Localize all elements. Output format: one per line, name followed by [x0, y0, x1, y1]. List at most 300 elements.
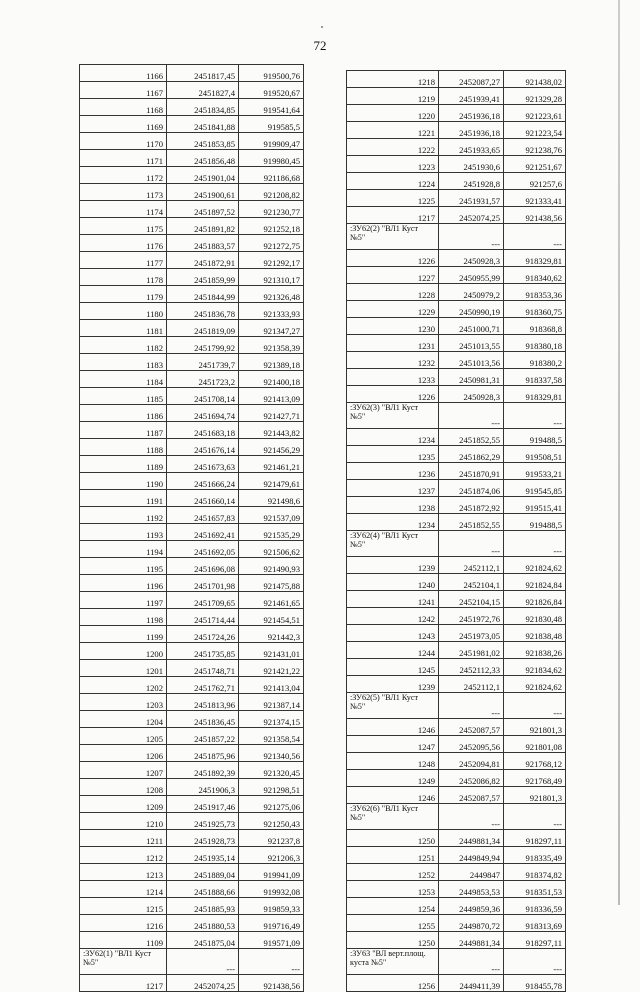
- table-row: [80, 65, 304, 82]
- y-coordinate-cell: 919571,09: [239, 932, 304, 949]
- point-number-cell: 1237: [347, 480, 439, 497]
- table-row: [80, 813, 304, 830]
- x-coordinate-cell: 2451936,18: [439, 122, 504, 139]
- table-row: [80, 626, 304, 643]
- x-coordinate-cell: 2451875,04: [167, 932, 239, 949]
- point-number-cell: 1197: [80, 592, 167, 609]
- y-coordinate-cell: 921479,61: [239, 473, 304, 490]
- point-number-cell: 1240: [347, 574, 439, 591]
- y-coordinate-cell: 921834,62: [504, 659, 566, 676]
- table-row: [80, 286, 304, 303]
- y-coordinate-cell: 921427,71: [239, 405, 304, 422]
- y-coordinate-cell: 921310,17: [239, 269, 304, 286]
- y-coordinate-cell: 919932,08: [239, 881, 304, 898]
- x-coordinate-cell: 2451834,85: [167, 99, 239, 116]
- point-number-cell: 1186: [80, 405, 167, 422]
- x-coordinate-cell: 2451930,6: [439, 156, 504, 173]
- x-coordinate-cell: 2451936,18: [439, 105, 504, 122]
- y-coordinate-cell: 921824,62: [504, 676, 566, 693]
- x-coordinate-cell: 2452104,1: [439, 574, 504, 591]
- y-coordinate-cell: 921824,84: [504, 574, 566, 591]
- x-coordinate-cell: 2450990,19: [439, 301, 504, 318]
- x-coordinate-cell: 2451748,71: [167, 660, 239, 677]
- x-coordinate-cell: 2452094,81: [439, 753, 504, 770]
- y-coordinate-cell: 921824,62: [504, 557, 566, 574]
- table-row: [80, 847, 304, 864]
- x-coordinate-cell: 2451739,7: [167, 354, 239, 371]
- y-cell: ---: [504, 804, 566, 830]
- table-row: [80, 575, 304, 592]
- table-row: [80, 388, 304, 405]
- point-number-cell: 1168: [80, 99, 167, 116]
- table-row: [347, 574, 566, 591]
- y-coordinate-cell: 921275,06: [239, 796, 304, 813]
- x-coordinate-cell: 2451852,55: [439, 429, 504, 446]
- x-coordinate-cell: 2451901,04: [167, 167, 239, 184]
- y-coordinate-cell: 921400,18: [239, 371, 304, 388]
- y-cell: ---: [504, 403, 566, 429]
- point-number-cell: 1205: [80, 728, 167, 745]
- x-coordinate-cell: 2451692,05: [167, 541, 239, 558]
- y-coordinate-cell: 918380,2: [504, 352, 566, 369]
- scan-speck: [321, 26, 323, 28]
- point-number-cell: 1204: [80, 711, 167, 728]
- x-coordinate-cell: 2451981,02: [439, 642, 504, 659]
- x-coordinate-cell: 2451666,24: [167, 473, 239, 490]
- y-coordinate-cell: 921389,18: [239, 354, 304, 371]
- parcel-label-cell: :ЗУ63 "ВЛ верт.площ. куста №5": [347, 949, 439, 975]
- point-number-cell: 1221: [347, 122, 439, 139]
- y-coordinate-cell: 921208,82: [239, 184, 304, 201]
- y-coordinate-cell: 921838,26: [504, 642, 566, 659]
- point-number-cell: 1217: [80, 975, 167, 992]
- y-coordinate-cell: 921347,27: [239, 320, 304, 337]
- point-number-cell: 1166: [80, 65, 167, 82]
- point-number-cell: 1238: [347, 497, 439, 514]
- table-row: [347, 915, 566, 932]
- table-row: [80, 371, 304, 388]
- y-coordinate-cell: 918455,78: [504, 975, 566, 992]
- y-coordinate-cell: 921826,84: [504, 591, 566, 608]
- y-coordinate-cell: 921251,67: [504, 156, 566, 173]
- y-coordinate-cell: 921257,6: [504, 173, 566, 190]
- table-row: [347, 105, 566, 122]
- x-coordinate-cell: 2449881,34: [439, 932, 504, 949]
- table-row: [80, 796, 304, 813]
- point-number-cell: 1178: [80, 269, 167, 286]
- table-row: [80, 201, 304, 218]
- point-number-cell: 1254: [347, 898, 439, 915]
- table-row: [80, 354, 304, 371]
- table-row: [347, 386, 566, 403]
- y-coordinate-cell: 919909,47: [239, 133, 304, 150]
- point-number-cell: 1195: [80, 558, 167, 575]
- x-coordinate-cell: 2452095,56: [439, 736, 504, 753]
- x-coordinate-cell: 2451694,74: [167, 405, 239, 422]
- table-row: [347, 301, 566, 318]
- x-coordinate-cell: 2451883,57: [167, 235, 239, 252]
- x-coordinate-cell: 2451660,14: [167, 490, 239, 507]
- y-coordinate-cell: 921801,08: [504, 736, 566, 753]
- table-row: [80, 507, 304, 524]
- x-coordinate-cell: 2451862,29: [439, 446, 504, 463]
- x-coordinate-cell: 2451906,3: [167, 779, 239, 796]
- point-number-cell: 1170: [80, 133, 167, 150]
- y-coordinate-cell: 921333,41: [504, 190, 566, 207]
- table-row: [80, 745, 304, 762]
- x-coordinate-cell: 2451692,41: [167, 524, 239, 541]
- table-row: [80, 456, 304, 473]
- x-cell: ---: [439, 531, 504, 557]
- table-row: [80, 762, 304, 779]
- y-coordinate-cell: 918329,81: [504, 386, 566, 403]
- point-number-cell: 1235: [347, 446, 439, 463]
- table-row: [80, 473, 304, 490]
- x-coordinate-cell: 2451872,91: [167, 252, 239, 269]
- x-coordinate-cell: 2449859,36: [439, 898, 504, 915]
- x-coordinate-cell: 2451841,88: [167, 116, 239, 133]
- y-coordinate-cell: 921272,75: [239, 235, 304, 252]
- y-cell: ---: [504, 224, 566, 250]
- x-coordinate-cell: 2449870,72: [439, 915, 504, 932]
- y-coordinate-cell: 919488,5: [504, 429, 566, 446]
- x-coordinate-cell: 2451933,65: [439, 139, 504, 156]
- point-number-cell: 1187: [80, 422, 167, 439]
- parcel-label-cell: :ЗУ62(1) "ВЛ1 Куст №5": [80, 949, 167, 975]
- y-coordinate-cell: 921223,54: [504, 122, 566, 139]
- y-coordinate-cell: 921438,56: [239, 975, 304, 992]
- y-coordinate-cell: 921421,22: [239, 660, 304, 677]
- table-row: [347, 932, 566, 949]
- point-number-cell: 1209: [80, 796, 167, 813]
- y-coordinate-cell: 921454,51: [239, 609, 304, 626]
- y-coordinate-cell: 918353,36: [504, 284, 566, 301]
- x-cell: ---: [439, 804, 504, 830]
- x-coordinate-cell: 2452086,82: [439, 770, 504, 787]
- x-coordinate-cell: 2451657,83: [167, 507, 239, 524]
- point-number-cell: 1188: [80, 439, 167, 456]
- y-cell: ---: [504, 949, 566, 975]
- table-row: [347, 284, 566, 301]
- y-coordinate-cell: 921387,14: [239, 694, 304, 711]
- point-number-cell: 1251: [347, 847, 439, 864]
- y-coordinate-cell: 921475,88: [239, 575, 304, 592]
- y-cell: ---: [504, 693, 566, 719]
- x-coordinate-cell: 2452074,25: [167, 975, 239, 992]
- x-coordinate-cell: 2451935,14: [167, 847, 239, 864]
- x-coordinate-cell: 2451891,82: [167, 218, 239, 235]
- point-number-cell: 1180: [80, 303, 167, 320]
- point-number-cell: 1228: [347, 284, 439, 301]
- table-row: [80, 609, 304, 626]
- y-cell: ---: [504, 531, 566, 557]
- x-coordinate-cell: 2451874,06: [439, 480, 504, 497]
- point-number-cell: 1190: [80, 473, 167, 490]
- x-coordinate-cell: 2451708,14: [167, 388, 239, 405]
- y-coordinate-cell: 921490,93: [239, 558, 304, 575]
- table-row: [347, 830, 566, 847]
- table-row: [80, 830, 304, 847]
- table-row: [347, 676, 566, 693]
- y-coordinate-cell: 921443,82: [239, 422, 304, 439]
- table-row: [347, 736, 566, 753]
- parcel-header-row: [347, 949, 566, 975]
- point-number-cell: 1210: [80, 813, 167, 830]
- y-coordinate-cell: 921801,3: [504, 787, 566, 804]
- table-row: [347, 480, 566, 497]
- table-row: [80, 235, 304, 252]
- y-coordinate-cell: 921461,21: [239, 456, 304, 473]
- point-number-cell: 1207: [80, 762, 167, 779]
- table-row: [80, 864, 304, 881]
- page-number: 72: [313, 38, 327, 53]
- y-coordinate-cell: 921252,18: [239, 218, 304, 235]
- table-row: [347, 975, 566, 992]
- parcel-label-cell: :ЗУ62(2) "ВЛ1 Куст №5": [347, 224, 439, 250]
- table-row: [347, 864, 566, 881]
- y-coordinate-cell: 918380,18: [504, 335, 566, 352]
- y-coordinate-cell: 918337,58: [504, 369, 566, 386]
- table-row: [347, 429, 566, 446]
- point-number-cell: 1201: [80, 660, 167, 677]
- point-number-cell: 1246: [347, 787, 439, 804]
- x-coordinate-cell: 2451880,53: [167, 915, 239, 932]
- page-edge: [618, 0, 620, 905]
- table-row: [347, 71, 566, 88]
- y-coordinate-cell: 921801,3: [504, 719, 566, 736]
- y-coordinate-cell: 918335,49: [504, 847, 566, 864]
- y-coordinate-cell: 921223,61: [504, 105, 566, 122]
- table-row: [347, 446, 566, 463]
- point-number-cell: 1173: [80, 184, 167, 201]
- point-number-cell: 1222: [347, 139, 439, 156]
- x-coordinate-cell: 2451928,73: [167, 830, 239, 847]
- table-row: [347, 898, 566, 915]
- x-coordinate-cell: 2452104,15: [439, 591, 504, 608]
- table-row: [80, 711, 304, 728]
- point-number-cell: 1191: [80, 490, 167, 507]
- x-coordinate-cell: 2451870,91: [439, 463, 504, 480]
- point-number-cell: 1227: [347, 267, 439, 284]
- y-coordinate-cell: 921413,04: [239, 677, 304, 694]
- y-coordinate-cell: 921442,3: [239, 626, 304, 643]
- y-coordinate-cell: 919508,51: [504, 446, 566, 463]
- parcel-header-row: [347, 224, 566, 250]
- point-number-cell: 1185: [80, 388, 167, 405]
- point-number-cell: 1215: [80, 898, 167, 915]
- point-number-cell: 1175: [80, 218, 167, 235]
- table-row: [347, 207, 566, 224]
- x-coordinate-cell: 2452112,1: [439, 557, 504, 574]
- table-row: [80, 524, 304, 541]
- x-coordinate-cell: 2449847: [439, 864, 504, 881]
- coordinates-table-left: [79, 64, 304, 992]
- table-row: [347, 753, 566, 770]
- x-coordinate-cell: 2451889,04: [167, 864, 239, 881]
- y-coordinate-cell: 921206,3: [239, 847, 304, 864]
- point-number-cell: 1242: [347, 608, 439, 625]
- table-row: [347, 139, 566, 156]
- table-row: [347, 352, 566, 369]
- table-row: [80, 422, 304, 439]
- y-coordinate-cell: 921535,29: [239, 524, 304, 541]
- y-coordinate-cell: 921358,54: [239, 728, 304, 745]
- point-number-cell: 1199: [80, 626, 167, 643]
- point-number-cell: 1171: [80, 150, 167, 167]
- x-coordinate-cell: 2451799,92: [167, 337, 239, 354]
- point-number-cell: 1220: [347, 105, 439, 122]
- x-coordinate-cell: 2451931,57: [439, 190, 504, 207]
- x-coordinate-cell: 2451701,98: [167, 575, 239, 592]
- point-number-cell: 1230: [347, 318, 439, 335]
- table-row: [80, 405, 304, 422]
- x-coordinate-cell: 2451897,52: [167, 201, 239, 218]
- table-row: [347, 463, 566, 480]
- table-row: [80, 779, 304, 796]
- point-number-cell: 1176: [80, 235, 167, 252]
- table-row: [80, 932, 304, 949]
- table-row: [80, 99, 304, 116]
- table-row: [347, 190, 566, 207]
- table-row: [347, 770, 566, 787]
- y-coordinate-cell: 918351,53: [504, 881, 566, 898]
- x-coordinate-cell: 2451917,46: [167, 796, 239, 813]
- x-coordinate-cell: 2451724,26: [167, 626, 239, 643]
- y-coordinate-cell: 921431,01: [239, 643, 304, 660]
- parcel-label-cell: :ЗУ62(4) "ВЛ1 Куст №5": [347, 531, 439, 557]
- point-number-cell: 1174: [80, 201, 167, 218]
- table-row: [80, 116, 304, 133]
- table-row: [347, 122, 566, 139]
- x-coordinate-cell: 2450955,99: [439, 267, 504, 284]
- table-row: [80, 677, 304, 694]
- x-coordinate-cell: 2451928,8: [439, 173, 504, 190]
- point-number-cell: 1233: [347, 369, 439, 386]
- y-coordinate-cell: 918368,8: [504, 318, 566, 335]
- y-coordinate-cell: 921237,8: [239, 830, 304, 847]
- x-coordinate-cell: 2449853,53: [439, 881, 504, 898]
- table-row: [80, 592, 304, 609]
- x-coordinate-cell: 2451885,93: [167, 898, 239, 915]
- x-coordinate-cell: 2451844,99: [167, 286, 239, 303]
- table-row: [80, 150, 304, 167]
- x-coordinate-cell: 2451696,08: [167, 558, 239, 575]
- table-row: [347, 267, 566, 284]
- y-coordinate-cell: 919500,76: [239, 65, 304, 82]
- y-coordinate-cell: 919859,33: [239, 898, 304, 915]
- point-number-cell: 1184: [80, 371, 167, 388]
- y-coordinate-cell: 918336,59: [504, 898, 566, 915]
- point-number-cell: 1212: [80, 847, 167, 864]
- x-cell: ---: [167, 949, 239, 975]
- y-coordinate-cell: 921250,43: [239, 813, 304, 830]
- x-coordinate-cell: 2451709,65: [167, 592, 239, 609]
- x-coordinate-cell: 2450979,2: [439, 284, 504, 301]
- x-coordinate-cell: 2451972,76: [439, 608, 504, 625]
- table-row: [80, 694, 304, 711]
- table-row: [80, 660, 304, 677]
- y-coordinate-cell: 918329,81: [504, 250, 566, 267]
- point-number-cell: 1200: [80, 643, 167, 660]
- y-coordinate-cell: 919716,49: [239, 915, 304, 932]
- table-row: [347, 591, 566, 608]
- x-coordinate-cell: 2449881,34: [439, 830, 504, 847]
- point-number-cell: 1249: [347, 770, 439, 787]
- y-coordinate-cell: 921374,15: [239, 711, 304, 728]
- table-row: [347, 557, 566, 574]
- point-number-cell: 1250: [347, 830, 439, 847]
- point-number-cell: 1196: [80, 575, 167, 592]
- point-number-cell: 1231: [347, 335, 439, 352]
- x-coordinate-cell: 2451925,73: [167, 813, 239, 830]
- x-coordinate-cell: 2451819,09: [167, 320, 239, 337]
- point-number-cell: 1198: [80, 609, 167, 626]
- point-number-cell: 1203: [80, 694, 167, 711]
- table-row: [347, 514, 566, 531]
- x-coordinate-cell: 2451853,85: [167, 133, 239, 150]
- table-row: [347, 369, 566, 386]
- point-number-cell: 1239: [347, 557, 439, 574]
- y-coordinate-cell: 921838,48: [504, 625, 566, 642]
- point-number-cell: 1182: [80, 337, 167, 354]
- table-row: [80, 915, 304, 932]
- y-coordinate-cell: 918313,69: [504, 915, 566, 932]
- x-coordinate-cell: 2451888,66: [167, 881, 239, 898]
- x-coordinate-cell: 2451892,39: [167, 762, 239, 779]
- x-coordinate-cell: 2451836,78: [167, 303, 239, 320]
- table-row: [347, 88, 566, 105]
- parcel-label-cell: :ЗУ62(6) "ВЛ1 Куст №5": [347, 804, 439, 830]
- y-coordinate-cell: 921292,17: [239, 252, 304, 269]
- table-row: [347, 642, 566, 659]
- point-number-cell: 1192: [80, 507, 167, 524]
- y-coordinate-cell: 918297,11: [504, 932, 566, 949]
- y-coordinate-cell: 921320,45: [239, 762, 304, 779]
- y-coordinate-cell: 921768,12: [504, 753, 566, 770]
- point-number-cell: 1219: [347, 88, 439, 105]
- point-number-cell: 1256: [347, 975, 439, 992]
- y-coordinate-cell: 921461,65: [239, 592, 304, 609]
- table-row: [347, 497, 566, 514]
- point-number-cell: 1217: [347, 207, 439, 224]
- x-coordinate-cell: 2451714,44: [167, 609, 239, 626]
- x-coordinate-cell: 2451817,45: [167, 65, 239, 82]
- table-row: [80, 218, 304, 235]
- x-coordinate-cell: 2451673,63: [167, 456, 239, 473]
- point-number-cell: 1109: [80, 932, 167, 949]
- y-coordinate-cell: 918374,82: [504, 864, 566, 881]
- y-coordinate-cell: 921329,28: [504, 88, 566, 105]
- table-row: [347, 608, 566, 625]
- x-coordinate-cell: 2452087,27: [439, 71, 504, 88]
- y-coordinate-cell: 919515,41: [504, 497, 566, 514]
- table-row: [80, 337, 304, 354]
- parcel-label-cell: :ЗУ62(5) "ВЛ1 Куст №5": [347, 693, 439, 719]
- table-row: [80, 643, 304, 660]
- point-number-cell: 1177: [80, 252, 167, 269]
- point-number-cell: 1244: [347, 642, 439, 659]
- x-coordinate-cell: 2451859,99: [167, 269, 239, 286]
- point-number-cell: 1179: [80, 286, 167, 303]
- point-number-cell: 1252: [347, 864, 439, 881]
- point-number-cell: 1245: [347, 659, 439, 676]
- point-number-cell: 1218: [347, 71, 439, 88]
- x-coordinate-cell: 2451723,2: [167, 371, 239, 388]
- point-number-cell: 1226: [347, 386, 439, 403]
- point-number-cell: 1223: [347, 156, 439, 173]
- point-number-cell: 1206: [80, 745, 167, 762]
- y-coordinate-cell: 921768,49: [504, 770, 566, 787]
